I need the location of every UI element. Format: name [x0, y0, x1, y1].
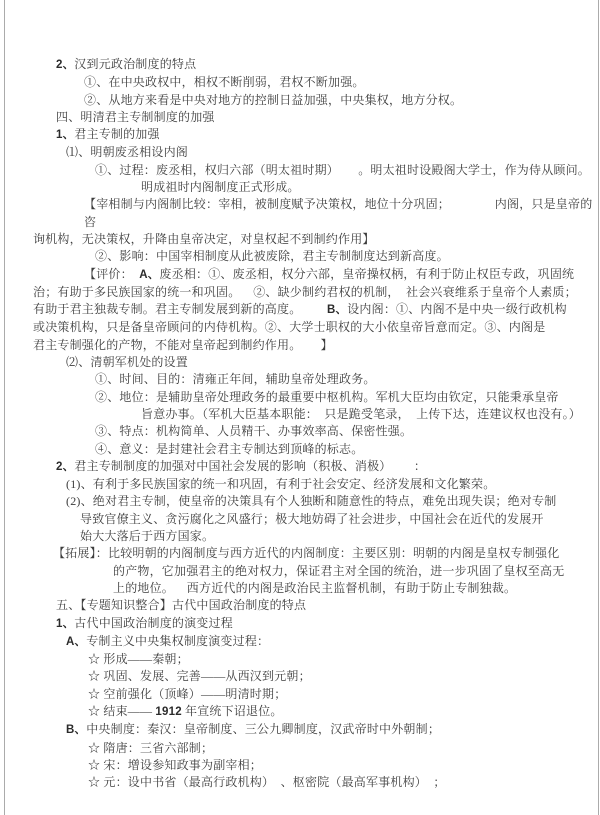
doc-line	[66, 354, 594, 371]
doc-text: (1)、有利于多民族国家的统一和巩固，有利于社会安定、经济发展和文化繁荣。	[66, 477, 496, 492]
doc-line	[66, 476, 594, 493]
doc-text-bold: 1、	[56, 617, 75, 630]
doc-text: 明成祖时内阁制度正式形成。	[141, 180, 300, 195]
doc-text-bold: 1、	[56, 129, 75, 142]
doc-line	[141, 406, 594, 423]
doc-text-bold: A、	[66, 635, 87, 648]
doc-line	[84, 92, 594, 109]
doc-line	[80, 528, 594, 545]
doc-text: ☆ 巩固、发展、完善——从西汉到元朝；	[88, 669, 311, 684]
doc-line	[88, 740, 594, 757]
doc-text: ☆ 形成——秦朝；	[88, 652, 189, 667]
doc-text: 导致官僚主义、贪污腐化之风盛行；极大地妨碍了社会进步，中国社会在近代的发展开	[80, 511, 544, 526]
doc-line	[56, 597, 594, 614]
doc-line	[88, 668, 594, 685]
doc-line	[33, 231, 594, 248]
doc-line	[95, 441, 594, 458]
doc-line	[33, 319, 594, 336]
doc-text: 旨意办事。（军机大臣基本职能： 只是跪受笔录， 上传下达，连建议权也没有。）	[141, 406, 582, 421]
doc-line	[88, 757, 594, 774]
doc-text: 君主专制制度的加强对中国社会发展的影响（积极、消极） ：	[74, 458, 427, 473]
doc-text: 【评价：	[84, 266, 140, 281]
doc-text: ④、意义：是封建社会君主专制达到顶峰的标志。	[95, 441, 364, 456]
doc-text: 君主专制的加强	[74, 127, 160, 142]
doc-line	[84, 74, 594, 91]
doc-text: ②、影响：中国宰相制度从此被废除，君主专制制度达到新高度。	[95, 249, 449, 264]
doc-line	[95, 248, 594, 265]
doc-line	[56, 615, 594, 633]
doc-text: ⑵、清朝军机处的设置	[66, 355, 189, 370]
doc-line	[66, 493, 594, 510]
doc-text: 治；有助于多民族国家的统一和巩固。 ②、缺少制约君权的机制， 社会兴衰维系于皇帝个人素质；	[33, 284, 577, 299]
doc-line	[66, 633, 594, 651]
doc-text: 【宰相制与内阁制比较：宰相，被制度赋予决策权，地位十分巩固； 内阁，只是皇帝的咨	[84, 197, 593, 229]
doc-line	[56, 126, 594, 144]
doc-text: ③、特点：机构简单、人员精干、办事效率高、保密性强。	[95, 424, 413, 439]
doc-text-bold: 2、	[56, 460, 75, 473]
doc-text: 上的地位。 西方近代的内阁是政治民主监督机制，有助于防止专制独裁。	[113, 580, 517, 595]
doc-text: 询机构，无决策权，升降由皇帝决定，对皇权起不到制约作用】	[33, 231, 375, 246]
doc-line	[53, 545, 594, 562]
doc-text: ①、时间、目的：清雍正年间，辅助皇帝处理政务。	[95, 372, 376, 387]
doc-text: 有助于君主独裁专制。君主专制发展到新的高度。	[33, 302, 328, 317]
doc-text-bold: B、	[66, 724, 87, 737]
doc-text: 君主专制强化的产物，不能对皇帝起到制约作用。 】	[33, 337, 333, 352]
doc-text: 汉到元政治制度的特点	[74, 57, 197, 71]
doc-line	[33, 301, 594, 319]
page-edge-right	[598, 0, 599, 815]
doc-line	[56, 458, 594, 476]
doc-text: 年宣统下诏退位。	[181, 703, 283, 718]
doc-line	[88, 774, 594, 791]
doc-line	[88, 651, 594, 668]
doc-text: 的产物，它加强君主的绝对权力，保证君主对全国的统治，进一步巩固了皇权至高无	[113, 563, 565, 578]
doc-text: ①、在中央政权中，相权不断削弱，君权不断加强。	[84, 75, 365, 90]
doc-line	[33, 337, 594, 354]
doc-text-bold: 1912	[155, 705, 182, 718]
doc-text: ☆ 元：设中书省（最高行政机构） 、枢密院（最高军事机构） ；	[88, 775, 446, 790]
doc-text: ②、从地方来看是中央对地方的控制日益加强，中央集权，地方分权。	[84, 92, 463, 107]
doc-text: 五、【专题知识整合】古代中国政治制度的特点	[56, 598, 307, 613]
doc-text: 废丞相：①、废丞相，权分六部，皇帝操权柄，有利于防止权臣专政，巩固统	[159, 266, 575, 281]
doc-text-bold: B、	[327, 304, 348, 317]
doc-text: ⑴、明朝废丞相设内阁	[66, 145, 189, 160]
doc-line	[56, 56, 594, 74]
doc-text: ☆ 空前强化（顶峰）——明清时期；	[88, 686, 287, 701]
doc-line	[95, 423, 594, 440]
doc-line	[95, 389, 594, 406]
doc-text: ②、地位：是辅助皇帝处理政务的最重要中枢机构。军机大臣均由钦定，只能秉承皇帝	[95, 389, 559, 404]
doc-line	[95, 371, 594, 388]
doc-line	[113, 563, 594, 580]
doc-line	[88, 703, 594, 721]
doc-text: ☆ 隋唐：三省六部制；	[88, 740, 214, 755]
document-body	[0, 56, 594, 791]
doc-text: 古代中国政治制度的演变过程	[74, 615, 233, 630]
doc-text-bold: 2、	[56, 59, 75, 71]
doc-line	[141, 179, 594, 196]
doc-line	[80, 511, 594, 528]
doc-line	[66, 144, 594, 161]
doc-line	[84, 266, 594, 284]
doc-line	[84, 196, 594, 231]
doc-line	[95, 162, 594, 179]
doc-text: 【拓展】：比较明朝的内阁制度与西方近代的内阁制度：主要区别：明朝的内阁是皇权专制强化	[53, 546, 560, 561]
doc-line	[66, 721, 594, 739]
doc-line	[56, 109, 594, 126]
doc-text: (2)、绝对君主专制，使皇帝的决策具有个人独断和随意性的特点，难免出现失误；绝对专制	[66, 494, 557, 509]
doc-line	[88, 686, 594, 703]
doc-text: ☆ 宋：增设参知政事为副宰相；	[88, 757, 263, 772]
doc-text: ①、过程：废丞相，权归六部（明太祖时期） 。明太祖时设殿阁大学士，作为侍从顾问。	[95, 162, 591, 177]
doc-text: 专制主义中央集权制度演变过程：	[86, 633, 270, 648]
doc-line	[113, 580, 594, 597]
doc-text: 中央制度：秦汉：皇帝制度、三公九卿制度，汉武帝时中外朝制；	[86, 722, 441, 737]
doc-text: 设内阁：①、内阁不是中央一级行政机构	[347, 302, 567, 317]
doc-text: 四、明清君主专制制度的加强	[56, 109, 215, 124]
doc-text-bold: A、	[139, 268, 160, 281]
doc-text: 始大大落后于西方国家。	[80, 529, 215, 544]
doc-text: ☆ 结束——	[88, 703, 156, 718]
doc-text: 或决策机构，只是备皇帝顾问的内侍机构。②、大学士职权的大小依皇帝旨意而定。③、内阁是	[33, 320, 546, 335]
doc-line	[33, 284, 594, 301]
